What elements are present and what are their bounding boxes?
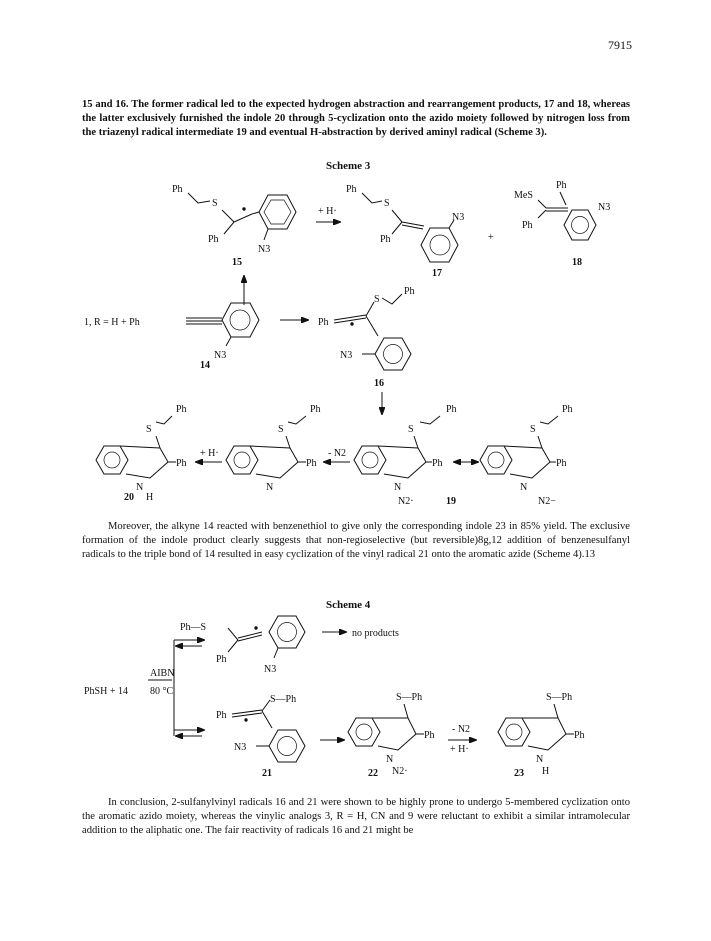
compound-15 (172, 184, 296, 268)
svg-text:N2−: N2− (538, 496, 556, 507)
svg-text:N3: N3 (340, 350, 353, 361)
svg-text:N3: N3 (234, 742, 247, 753)
svg-text:Ph: Ph (306, 458, 317, 469)
aminyl-radical (226, 404, 321, 493)
no-products-text: no products (352, 628, 399, 639)
svg-text:H: H (542, 766, 550, 777)
svg-text:+: + (488, 232, 494, 243)
svg-text:Ph: Ph (216, 710, 227, 721)
svg-text:Ph: Ph (446, 404, 457, 415)
svg-text:17: 17 (432, 268, 442, 279)
svg-text:23: 23 (514, 768, 524, 779)
svg-text:14: 14 (200, 360, 210, 371)
svg-text:Ph: Ph (346, 184, 357, 195)
paragraph-conclusion: In conclusion, 2-sulfanylvinyl radicals 16 and 21 were shown to be highly prone to undergo 5-membered cyclization onto the aromatic azido moiety, whereas the vinylic analogs 3, R = H, CN and 9 were reluctant to exhibit a similar intramolecular addition to the aliphatic one. The fair reactivity of radicals 16 and 21 might be (82, 797, 630, 836)
svg-text:S: S (278, 424, 284, 435)
svg-text:N: N (136, 482, 144, 493)
paragraph-alkyne: Moreover, the alkyne 14 reacted with benzenethiol to give only the corresponding indole 23 in 85% yield. The exclusive formation of the indole product clearly suggests that non-regioselective (but reversible)8g,12 addition of benzenesulfanyl radicals to the triple bond of 14 resulted in easy cyclization of the vinyl radical 21 onto the aromatic azide (Scheme 4).13 (82, 521, 630, 560)
svg-text:21: 21 (262, 768, 272, 779)
compound-21 (216, 694, 305, 779)
svg-text:Ph: Ph (556, 458, 567, 469)
paragraph-intro: 15 and 16. The former radical led to the expected hydrogen abstraction and rearrangement products, 17 and 18, whereas the latter exclusively furnished the indole 20 through 5-cyclization onto the azido moiety followed by nitrogen loss from the triazenyl radical intermediate 19 and eventual H-abstraction by derived aminyl radical (Scheme 3). (82, 99, 630, 138)
svg-text:1, R = H + Ph: 1, R = H + Ph (84, 317, 140, 328)
svg-text:AIBN: AIBN (150, 668, 175, 679)
svg-text:S: S (408, 424, 414, 435)
svg-text:- N2: - N2 (452, 724, 471, 735)
compound-19 (354, 404, 457, 507)
svg-text:S: S (530, 424, 536, 435)
resonance-structure (480, 404, 573, 507)
svg-text:Ph: Ph (172, 184, 183, 195)
svg-text:Ph: Ph (176, 404, 187, 415)
svg-text:S: S (384, 198, 390, 209)
svg-text:Ph: Ph (556, 180, 567, 191)
compound-22 (348, 692, 435, 779)
svg-text:S: S (374, 294, 380, 305)
svg-text:H: H (146, 492, 154, 503)
compound-14 (84, 303, 259, 371)
svg-text:S—Ph: S—Ph (270, 694, 297, 705)
svg-text:N3: N3 (598, 202, 611, 213)
svg-text:+ H·: + H· (200, 448, 219, 459)
svg-text:N: N (520, 482, 528, 493)
svg-text:Ph: Ph (380, 234, 391, 245)
svg-text:N3: N3 (214, 350, 227, 361)
svg-text:Ph: Ph (432, 458, 443, 469)
svg-text:N3: N3 (264, 664, 277, 675)
svg-text:18: 18 (572, 257, 582, 268)
svg-text:N2·: N2· (392, 766, 408, 777)
svg-text:Ph: Ph (208, 234, 219, 245)
svg-text:Ph: Ph (176, 458, 187, 469)
svg-text:20: 20 (124, 492, 134, 503)
svg-text:S—Ph: S—Ph (546, 692, 573, 703)
compound-23 (498, 692, 585, 779)
scheme3-title: Scheme 3 (326, 160, 371, 172)
svg-text:+ H·: + H· (318, 206, 337, 217)
svg-text:19: 19 (446, 496, 456, 507)
svg-text:Ph: Ph (574, 730, 585, 741)
svg-text:16: 16 (374, 378, 384, 389)
svg-text:Ph: Ph (424, 730, 435, 741)
scheme4-diagram (0, 612, 711, 784)
svg-text:- N2: - N2 (328, 448, 347, 459)
svg-text:N: N (266, 482, 274, 493)
svg-text:Ph: Ph (216, 654, 227, 665)
svg-text:Ph—S: Ph—S (180, 622, 207, 633)
svg-text:N3: N3 (258, 244, 271, 255)
svg-text:Ph: Ph (404, 286, 415, 297)
svg-text:Ph: Ph (318, 317, 329, 328)
scheme4-title: Scheme 4 (326, 599, 371, 611)
svg-text:Ph: Ph (310, 404, 321, 415)
svg-text:S: S (212, 198, 218, 209)
svg-text:Ph: Ph (562, 404, 573, 415)
svg-text:PhSH + 14: PhSH + 14 (84, 686, 128, 697)
compound-17 (346, 184, 464, 279)
svg-text:N: N (394, 482, 402, 493)
svg-text:S: S (146, 424, 152, 435)
svg-text:80 °C: 80 °C (150, 686, 174, 697)
reactants (84, 640, 204, 736)
svg-text:22: 22 (368, 768, 378, 779)
svg-text:N2·: N2· (398, 496, 414, 507)
svg-text:Ph: Ph (522, 220, 533, 231)
svg-text:N3: N3 (452, 212, 465, 223)
svg-text:N: N (536, 754, 544, 765)
svg-text:S—Ph: S—Ph (396, 692, 423, 703)
compound-18 (514, 180, 610, 268)
svg-text:+ H·: + H· (450, 744, 469, 755)
compound-20 (96, 404, 187, 503)
compound-16 (318, 286, 415, 389)
scheme3-diagram (0, 170, 711, 510)
svg-text:MeS: MeS (514, 190, 533, 201)
page-number: 7915 (608, 38, 632, 52)
svg-text:15: 15 (232, 257, 242, 268)
svg-text:N: N (386, 754, 394, 765)
